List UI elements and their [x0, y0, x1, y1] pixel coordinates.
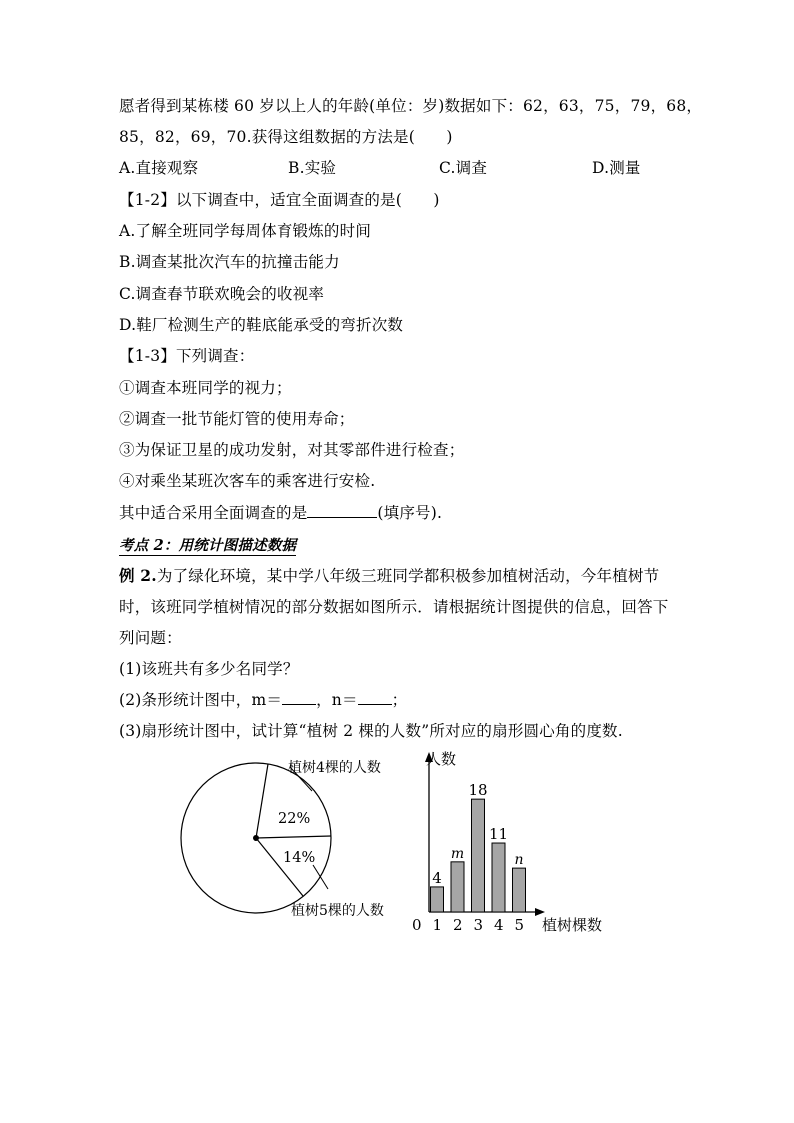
x-tick-label-1: 1 — [432, 916, 443, 934]
question-1-3-item-4: ④对乘坐某班次客车的乘客进行安检. — [119, 472, 376, 490]
blank-m — [282, 690, 316, 705]
pie-percent-22: 22% — [278, 811, 311, 827]
x-axis-arrow — [535, 908, 545, 916]
section-heading — [119, 535, 296, 556]
kaodian-2-title: 考点 2：用统计图描述数据 — [119, 537, 297, 554]
q2-text-b: ，n＝ — [316, 691, 358, 709]
q2-text-a: (2)条形统计图中，m＝ — [119, 691, 283, 709]
question-1-2-title: 【1-2】以下调查中，适宜全面调查的是( ) — [119, 191, 440, 209]
x-tick-label-0: 0 — [412, 916, 422, 934]
ask-suffix: (填序号). — [377, 504, 443, 522]
question-1-2-option-d: D.鞋厂检测生产的鞋底能承受的弯折次数 — [119, 316, 404, 334]
bar-chart — [400, 740, 620, 940]
example-2-question-2 — [119, 690, 407, 710]
question-1-2-option-c: C.调查春节联欢晚会的收视率 — [119, 285, 325, 303]
option-c: C.调查 — [439, 159, 488, 177]
bar-2 — [451, 862, 464, 912]
example-2-question-1: (1)该班共有多少名同学？ — [119, 660, 299, 678]
example-2-line-2: 时，该班同学植树情况的部分数据如图所示．请根据统计图提供的信息，回答下 — [119, 598, 669, 616]
bar-3 — [472, 799, 485, 912]
bar-label-4: 11 — [488, 825, 509, 844]
answer-blank — [307, 503, 377, 518]
pie-chart — [175, 745, 415, 945]
question-1-3-title: 【1-3】下列调查： — [119, 347, 255, 365]
option-d: D.测量 — [592, 159, 641, 177]
x-tick-label-3: 3 — [473, 916, 484, 934]
example-2-line-1 — [119, 566, 659, 586]
question-1-3-item-1: ①调查本班同学的视力； — [119, 379, 292, 397]
question-1-3-item-3: ③为保证卫星的成功发射，对其零部件进行检查； — [119, 441, 465, 459]
example-2-question-3: (3)扇形统计图中，试计算“植树 2 棵的人数”所对应的扇形圆心角的度数. — [119, 722, 623, 740]
y-axis-label: 人数 — [426, 750, 457, 768]
pie-label-4-trees: 植树4棵的人数 — [288, 760, 381, 776]
x-axis-label: 植树棵数 — [542, 916, 603, 934]
example-2-label: 例 2. — [119, 566, 157, 585]
bar-label-2: m — [450, 845, 465, 862]
question-1-3-ask — [119, 503, 442, 523]
x-tick-label-5: 5 — [514, 916, 525, 934]
x-tick-label-4: 4 — [494, 916, 504, 934]
ask-text: 其中适合采用全面调查的是 — [119, 504, 308, 522]
example-2-text-1: 为了绿化环境，某中学八年级三班同学都积极参加植树活动，今年植树节 — [156, 567, 660, 585]
pie-center — [253, 835, 259, 841]
bar-label-1: 4 — [432, 868, 442, 887]
question-1-3-item-2: ②调查一批节能灯管的使用寿命； — [119, 410, 355, 428]
bar-1 — [431, 887, 444, 912]
text-line-1: 愿者得到某栋楼 60 岁以上人的年龄(单位：岁)数据如下：62，63，75，79，68， — [119, 97, 703, 115]
bar-label-3: 18 — [468, 781, 488, 800]
text-line-2: 85，82，69，70.获得这组数据的方法是( ) — [119, 128, 453, 146]
x-tick-label-2: 2 — [453, 916, 463, 934]
example-2-line-3: 列问题： — [119, 629, 182, 647]
option-b: B.实验 — [288, 159, 337, 177]
question-1-2-option-a: A.了解全班同学每周体育锻炼的时间 — [119, 222, 372, 240]
blank-n — [358, 690, 392, 705]
option-a: A.直接观察 — [119, 159, 199, 177]
bar-4 — [492, 843, 505, 912]
bar-label-5: n — [514, 852, 524, 869]
pie-percent-14: 14% — [283, 850, 316, 866]
pie-label-5-trees: 植树5棵的人数 — [291, 903, 384, 919]
bar-5 — [513, 868, 526, 912]
q2-text-c: ； — [391, 691, 408, 709]
question-1-2-option-b: B.调查某批次汽车的抗撞击能力 — [119, 253, 340, 271]
